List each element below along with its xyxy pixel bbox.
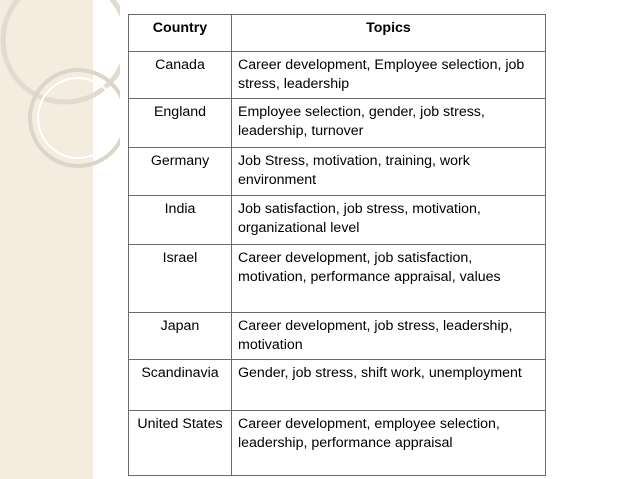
topics-cell: Career development, job satisfaction, motivation, performance appraisal, values [232, 245, 546, 313]
topics-cell: Career development, job stress, leadership, motivation [232, 313, 546, 360]
table-row [129, 52, 546, 99]
country-cell: Israel [129, 245, 232, 313]
topics-cell: Career development, Employee selection, job stress, leadership [232, 52, 546, 99]
topics-cell: Employee selection, gender, job stress, leadership, turnover [232, 99, 546, 148]
table-header-row [129, 15, 546, 52]
country-cell: Canada [129, 52, 232, 99]
table-row [129, 148, 546, 196]
country-cell: Japan [129, 313, 232, 360]
table-row [129, 411, 546, 476]
topics-cell: Career development, employee selection, leadership, performance appraisal [232, 411, 546, 476]
country-topics-table [128, 14, 546, 476]
header-topics: Topics [232, 15, 546, 52]
topics-cell: Job Stress, motivation, training, work environment [232, 148, 546, 196]
table-row [129, 360, 546, 411]
country-cell: Scandinavia [129, 360, 232, 411]
country-topics-table-container [128, 14, 545, 476]
header-country: Country [129, 15, 232, 52]
table-row [129, 245, 546, 313]
table-row [129, 196, 546, 245]
country-cell: India [129, 196, 232, 245]
topics-cell: Gender, job stress, shift work, unemployment [232, 360, 546, 411]
country-cell: United States [129, 411, 232, 476]
table-row [129, 99, 546, 148]
table-row [129, 313, 546, 360]
topics-cell: Job satisfaction, job stress, motivation, organizational level [232, 196, 546, 245]
country-cell: Germany [129, 148, 232, 196]
country-cell: England [129, 99, 232, 148]
left-decorative-band [0, 0, 93, 479]
